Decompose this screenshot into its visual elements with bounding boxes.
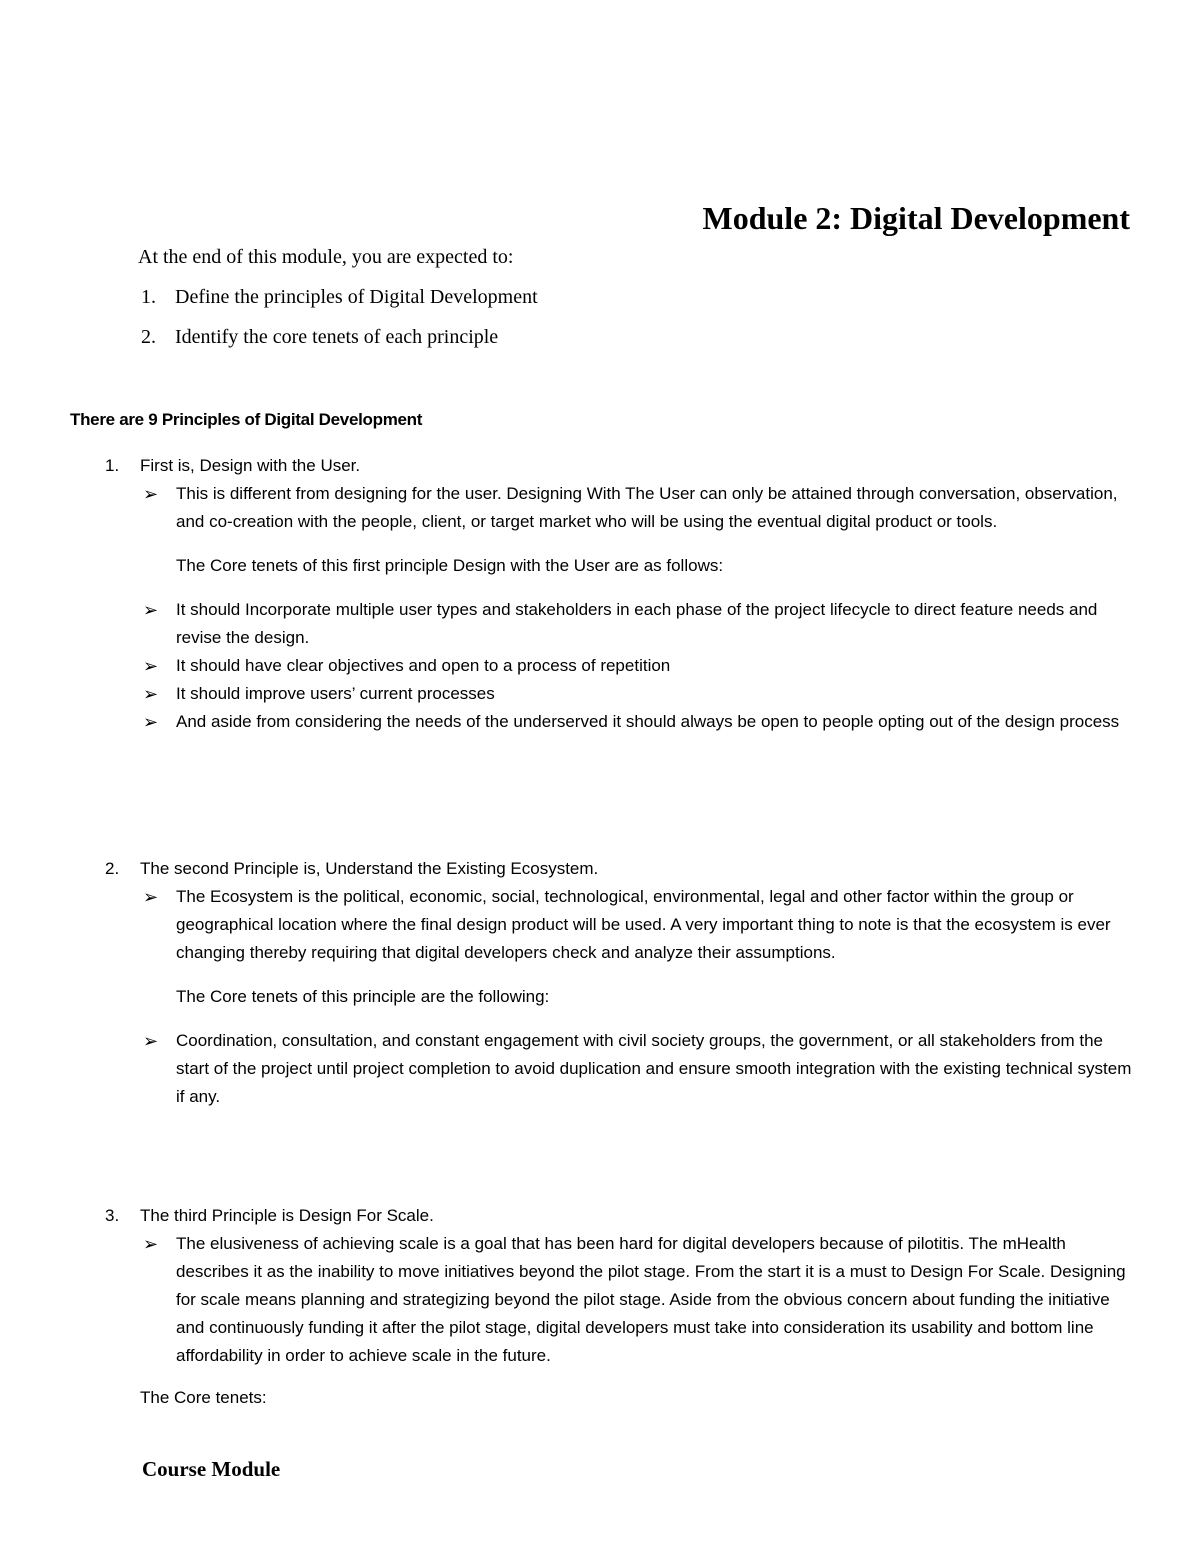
arrowhead-bullet-icon: ➢: [143, 684, 159, 704]
principle-number: 1.: [105, 456, 120, 475]
principle-description-text: The Ecosystem is the political, economic, social, technological, environmental, legal and other factor within the group or geographical location where the final design product will be used. A very important thing to note is that the ecosystem is ever changing thereby requiring that digital developers check and analyze their assumptions.: [176, 887, 1111, 962]
tenet-text: And aside from considering the needs of the underserved it should always be open to people opting out of the design process: [176, 712, 1120, 731]
course-module-footer: Course Module: [142, 1457, 281, 1481]
tenet-item: [105, 708, 1140, 736]
principle-title-text: The third Principle is Design For Scale.: [140, 1206, 434, 1225]
tenet-item: [105, 652, 1140, 680]
principle-title: [105, 452, 1140, 480]
tenets-label: The Core tenets of this first principle Design with the User are as follows:: [176, 556, 724, 575]
tenets-label: The Core tenets of this principle are the following:: [176, 987, 550, 1006]
objective-text: Define the principles of Digital Development: [175, 286, 538, 308]
tenet-item: [105, 1027, 1140, 1111]
principle-description-text: The elusiveness of achieving scale is a goal that has been hard for digital developers because of pilotitis. The mHealth describes it as the inability to move initiatives beyond the pilot stage. From the start it is a must to Design For Scale. Designing for scale means planning and strategizing beyond the pilot stage. Aside from the obvious concern about funding the initiative and continuously funding it after the pilot stage, digital developers must take into consideration its usability and bottom line affordability in order to achieve scale in the future.: [176, 1234, 1126, 1365]
arrowhead-bullet-icon: ➢: [143, 712, 159, 732]
learning-objectives: [138, 243, 538, 363]
principle-description: [105, 480, 1140, 536]
principle-title: [105, 1202, 1140, 1230]
principle-description: [105, 1230, 1140, 1370]
principle-number: 2.: [105, 859, 120, 878]
objective-number: 1.: [141, 286, 156, 308]
tenet-text: Coordination, consultation, and constant engagement with civil society groups, the government, or all stakeholders from the start of the project until project completion to avoid duplication and ensure smooth integration with the existing technical system if any.: [176, 1031, 1132, 1106]
principle-title-text: The second Principle is, Understand the Existing Ecosystem.: [140, 859, 599, 878]
principle-2: [105, 855, 1140, 1111]
objective-item: [138, 323, 538, 351]
principle-title: [105, 855, 1140, 883]
principle-number: 3.: [105, 1206, 120, 1225]
tenet-item: [105, 596, 1140, 652]
tenets-label: The Core tenets:: [140, 1388, 267, 1407]
objectives-intro: At the end of this module, you are expected to:: [138, 246, 514, 268]
arrowhead-bullet-icon: ➢: [143, 484, 159, 504]
tenet-item: [105, 680, 1140, 708]
arrowhead-bullet-icon: ➢: [143, 600, 159, 620]
tenet-text: It should improve users’ current processes: [176, 684, 495, 703]
principle-title-text: First is, Design with the User.: [140, 456, 361, 475]
arrowhead-bullet-icon: ➢: [143, 1031, 159, 1051]
arrowhead-bullet-icon: ➢: [143, 1234, 159, 1254]
principle-3: [105, 1202, 1140, 1412]
objective-number: 2.: [141, 326, 156, 348]
objective-text: Identify the core tenets of each principle: [175, 326, 499, 348]
section-heading: There are 9 Principles of Digital Development: [70, 410, 423, 429]
principle-description-text: This is different from designing for the user. Designing With The User can only be attained through conversation, observation, and co-creation with the people, client, or target market who will be using the eventual digital product or tools.: [176, 484, 1118, 531]
arrowhead-bullet-icon: ➢: [143, 887, 159, 907]
page-title: Module 2: Digital Development: [702, 200, 1130, 236]
principle-1: [105, 452, 1140, 736]
tenet-text: It should Incorporate multiple user types and stakeholders in each phase of the project lifecycle to direct feature needs and revise the design.: [176, 600, 1098, 647]
arrowhead-bullet-icon: ➢: [143, 656, 159, 676]
tenet-text: It should have clear objectives and open to a process of repetition: [176, 656, 671, 675]
principle-description: [105, 883, 1140, 967]
objective-item: [138, 283, 538, 311]
objectives-list: [138, 283, 538, 351]
